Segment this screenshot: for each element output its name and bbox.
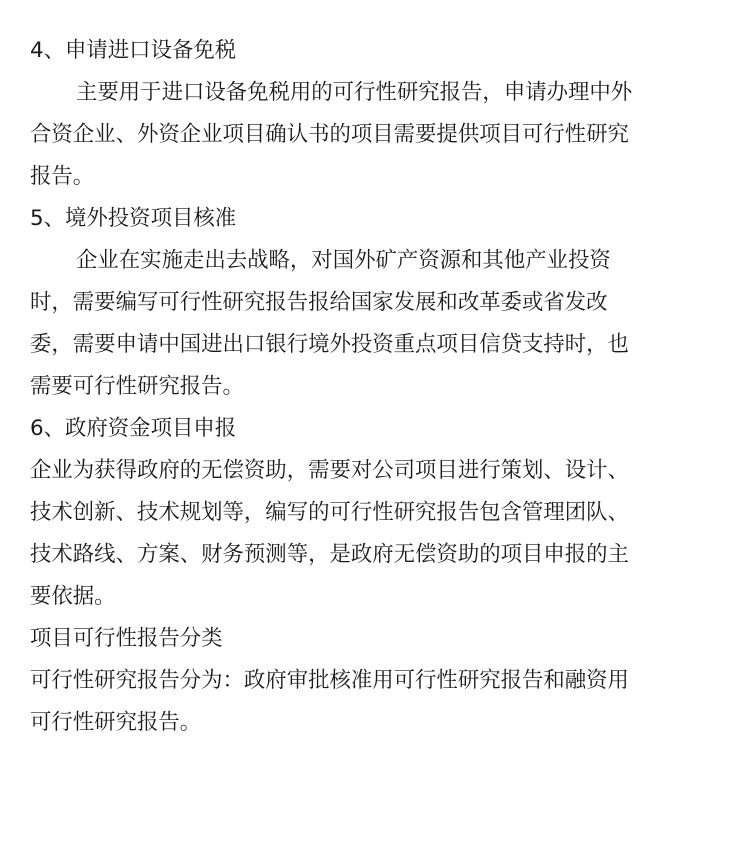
- heading-feasibility-report-categories: 项目可行性报告分类: [30, 626, 223, 651]
- paragraph-line: 可行性研究报告。: [30, 710, 202, 735]
- paragraph-line: 委，需要申请中国进出口银行境外投资重点项目信贷支持时，也: [30, 332, 629, 357]
- heading-overseas-investment-approval: 5、境外投资项目核准: [30, 206, 237, 231]
- paragraph-line: 要依据。: [30, 584, 116, 609]
- paragraph-line: 技术创新、技术规划等，编写的可行性研究报告包含管理团队、: [30, 500, 629, 525]
- paragraph-line: 可行性研究报告分为：政府审批核准用可行性研究报告和融资用: [30, 668, 629, 693]
- heading-import-equipment-tax-exemption: 4、申请进口设备免税: [30, 38, 237, 63]
- paragraph-line: 技术路线、方案、财务预测等，是政府无偿资助的项目申报的主: [30, 542, 629, 567]
- paragraph-line: 企业为获得政府的无偿资助，需要对公司项目进行策划、设计、: [30, 458, 629, 483]
- paragraph-line: 报告。: [30, 164, 95, 189]
- paragraph-line: 企业在实施走出去战略，对国外矿产资源和其他产业投资: [76, 248, 611, 273]
- document-body: [30, 30, 720, 744]
- paragraph-line: 主要用于进口设备免税用的可行性研究报告，申请办理中外: [76, 80, 633, 105]
- heading-government-funding-application: 6、政府资金项目申报: [30, 416, 237, 441]
- paragraph-line: 合资企业、外资企业项目确认书的项目需要提供项目可行性研究: [30, 122, 629, 147]
- paragraph-line: 需要可行性研究报告。: [30, 374, 244, 399]
- paragraph-line: 时，需要编写可行性研究报告报给国家发展和改革委或省发改: [30, 290, 608, 315]
